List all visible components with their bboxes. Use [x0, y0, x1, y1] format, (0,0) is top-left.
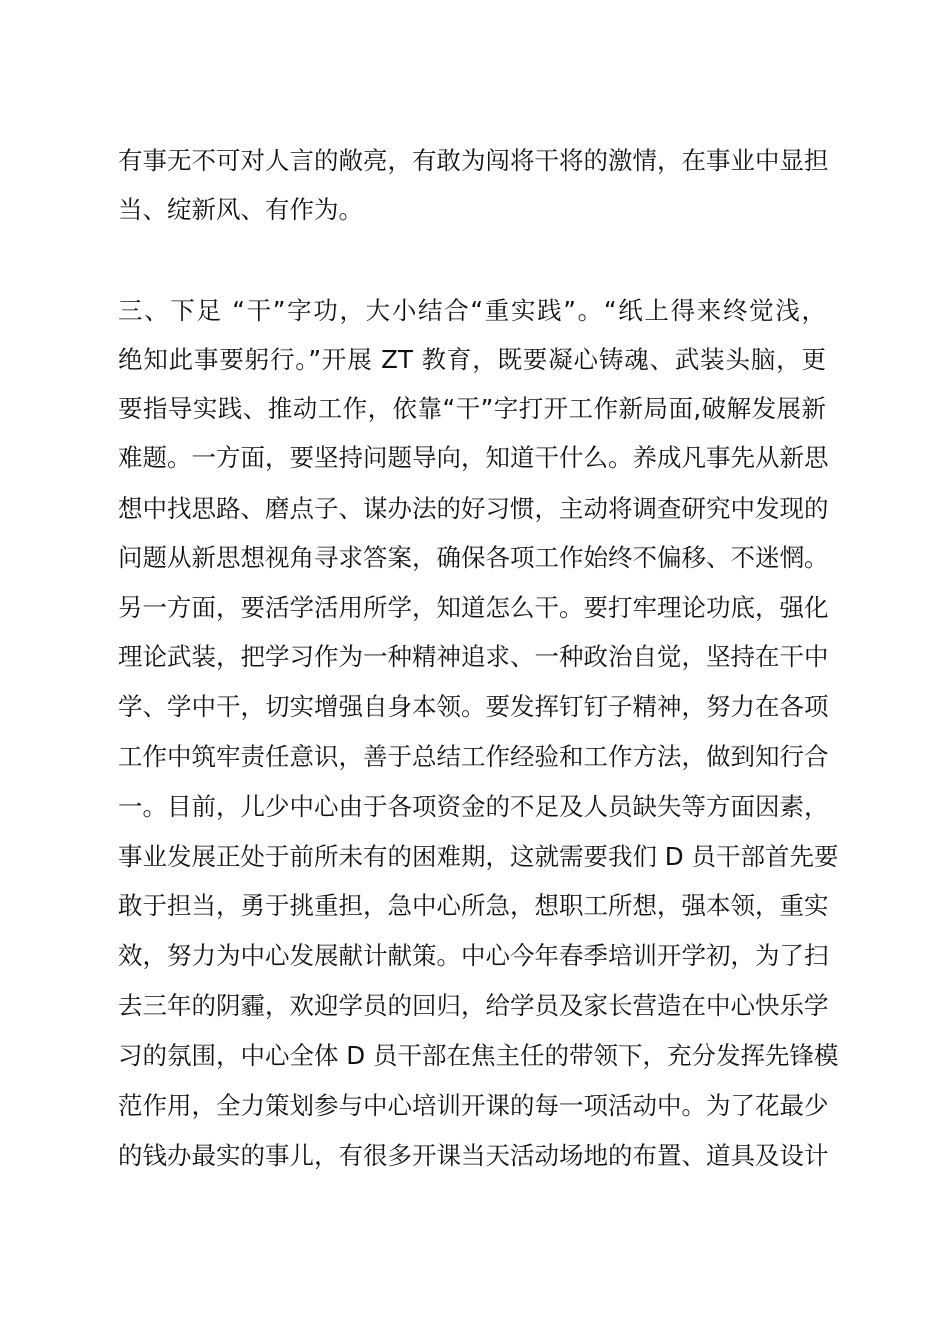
text-line: 敢于担当，勇于挑重担，急中心所急，想职工所想，强本领，重实 — [118, 891, 829, 920]
text-line: 学、学中干，切实增强自身本领。要发挥钉钉子精神，努力在各项 — [118, 692, 829, 721]
text-line: 当、绽新风、有作为。 — [118, 195, 363, 224]
text-line: 去三年的阴霾，欢迎学员的回归，给学员及家长营造在中心快乐学 — [118, 991, 829, 1020]
text-line: 一。目前，儿少中心由于各项资金的不足及人员缺失等方面因素， — [118, 792, 829, 821]
text-line: 另一方面，要活学活用所学，知道怎么干。要打牢理论功底，强化 — [118, 593, 829, 622]
text-line: 事业发展正处于前所未有的困难期，这就需要我们 D 员干部首先要 — [118, 842, 839, 871]
text-line: 工作中筑牢责任意识，善于总结工作经验和工作方法，做到知行合 — [118, 742, 829, 771]
text-line: 有事无不可对人言的敞亮，有敢为闯将干将的激情，在事业中显担 — [118, 146, 829, 175]
text-line: 绝知此事要躬行。”开展 ZT 教育，既要凝心铸魂、武装头脑，更 — [118, 345, 826, 374]
text-line: 习的氛围，中心全体 D 员干部在焦主任的带领下，充分发挥先锋模 — [118, 1041, 839, 1070]
text-line: 三、下足 “干”字功，大小结合“重实践”。“纸上得来终觉浅， — [118, 296, 826, 325]
text-line: 理论武装，把学习作为一种精神追求、一种政治自觉，坚持在干中 — [118, 642, 829, 671]
text-line: 难题。一方面，要坚持问题导向，知道干什么。养成凡事先从新思 — [118, 443, 829, 472]
text-line: 要指导实践、推动工作，依靠“干”字打开工作新局面,破解发展新 — [118, 394, 826, 423]
text-line: 效，努力为中心发展献计献策。中心今年春季培训开学初，为了扫 — [118, 941, 829, 970]
text-line: 范作用，全力策划参与中心培训开课的每一项活动中。为了花最少 — [118, 1091, 829, 1120]
text-line: 想中找思路、磨点子、谋办法的好习惯，主动将调查研究中发现的 — [118, 494, 829, 523]
text-line: 的钱办最实的事儿，有很多开课当天活动场地的布置、道具及设计 — [118, 1141, 829, 1170]
text-line: 问题从新思想视角寻求答案，确保各项工作始终不偏移、不迷惘。 — [118, 543, 829, 572]
